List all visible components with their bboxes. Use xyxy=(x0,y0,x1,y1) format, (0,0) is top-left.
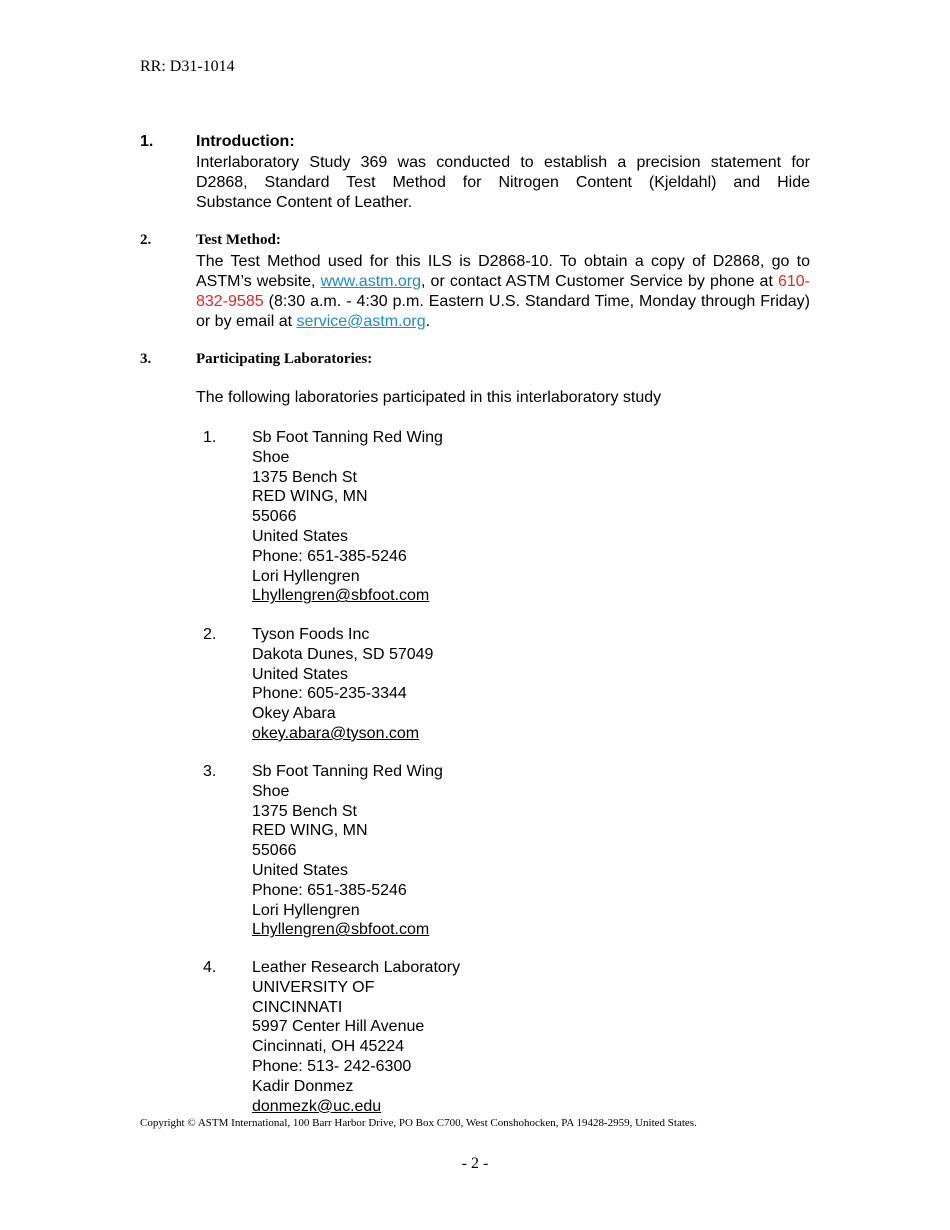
lab-line: CINCINNATI xyxy=(252,998,343,1016)
lab-line: Phone: 651-385-5246 xyxy=(252,547,407,565)
lab-line: United States xyxy=(252,527,349,545)
method-text: The Test Method used for this ILS is D2868-10. To obtain a copy of D2868, go to ASTM’s website, xyxy=(196,253,810,290)
method-text: , or contact ASTM Customer Service by phone at xyxy=(421,273,778,290)
lab-line: 55066 xyxy=(252,842,297,860)
lab-email-link[interactable]: okey.abara@tyson.com xyxy=(252,724,420,742)
lab-line: Okey Abara xyxy=(252,705,336,723)
page-number: - 2 - xyxy=(461,1155,489,1172)
lab-line: Leather Research Laboratory xyxy=(252,959,461,976)
astm-website-link[interactable]: www.astm.org xyxy=(320,273,422,290)
lab-email-link[interactable]: donmezk@uc.edu xyxy=(252,1097,382,1115)
lab-line: Shoe xyxy=(252,782,290,800)
section-title-labs: Participating Laboratories: xyxy=(196,351,373,367)
intro-line: D2868, Standard Test Method for Nitrogen Content (Kjeldahl) and Hide xyxy=(196,174,810,191)
lab-line: Phone: 651-385-5246 xyxy=(252,881,407,899)
lab-line: 1375 Bench St xyxy=(252,468,357,486)
lab-line: Lori Hyllengren xyxy=(252,901,360,919)
lab-line: United States xyxy=(252,861,349,879)
lab-line: 5997 Center Hill Avenue xyxy=(252,1018,425,1036)
section-number-method: 2. xyxy=(140,232,152,248)
lab-line: RED WING, MN xyxy=(252,488,368,506)
lab-line: UNIVERSITY OF xyxy=(252,978,375,996)
method-text: . xyxy=(425,313,431,330)
lab-line: Dakota Dunes, SD 57049 xyxy=(252,645,434,663)
intro-paragraph xyxy=(196,153,810,213)
service-email-link[interactable]: service@astm.org xyxy=(296,313,426,330)
lab-number: 2. xyxy=(203,626,217,643)
section-title-intro: Introduction: xyxy=(196,133,295,150)
lab-line: Lori Hyllengren xyxy=(252,567,360,585)
section-title-method: Test Method: xyxy=(196,232,281,248)
lab-line: 55066 xyxy=(252,508,297,526)
lab-line: 1375 Bench St xyxy=(252,802,357,820)
lab-line: Shoe xyxy=(252,448,290,466)
lab-entry xyxy=(252,625,433,744)
lab-line: RED WING, MN xyxy=(252,822,368,840)
section-number-intro: 1. xyxy=(140,133,154,150)
method-text: (8:30 a.m. - 4:30 p.m. Eastern U.S. Standard Time, Monday through Friday) or by email at xyxy=(196,293,810,330)
lab-line: Phone: 513- 242-6300 xyxy=(252,1057,412,1075)
method-paragraph xyxy=(196,252,810,332)
lab-line: Sb Foot Tanning Red Wing xyxy=(252,429,443,446)
lab-line: Cincinnati, OH 45224 xyxy=(252,1038,405,1056)
lab-line: Kadir Donmez xyxy=(252,1077,354,1095)
lab-entry xyxy=(252,762,443,940)
intro-line: Substance Content of Leather. xyxy=(196,194,413,211)
labs-intro: The following laboratories participated in this interlaboratory study xyxy=(196,389,662,406)
lab-entry xyxy=(252,428,443,606)
report-id: RR: D31-1014 xyxy=(140,58,235,75)
lab-number: 4. xyxy=(203,959,217,976)
section-number-labs: 3. xyxy=(140,351,152,367)
customer-service-phone: 610-832-9585 xyxy=(196,273,811,310)
lab-line: Phone: 605-235-3344 xyxy=(252,685,407,703)
lab-number: 1. xyxy=(203,429,217,446)
lab-email-link[interactable]: Lhyllengren@sbfoot.com xyxy=(252,587,430,605)
lab-entry xyxy=(252,958,460,1116)
intro-line: Interlaboratory Study 369 was conducted to establish a precision statement for xyxy=(196,154,810,171)
lab-line: United States xyxy=(252,665,349,683)
lab-line: Tyson Foods Inc xyxy=(252,626,370,643)
copyright-footer: Copyright © ASTM International, 100 Barr Harbor Drive, PO Box C700, West Conshohocken, PA 19428-2959, United States. xyxy=(140,1117,697,1129)
lab-line: Sb Foot Tanning Red Wing xyxy=(252,763,443,780)
lab-number: 3. xyxy=(203,763,217,780)
lab-email-link[interactable]: Lhyllengren@sbfoot.com xyxy=(252,921,430,939)
